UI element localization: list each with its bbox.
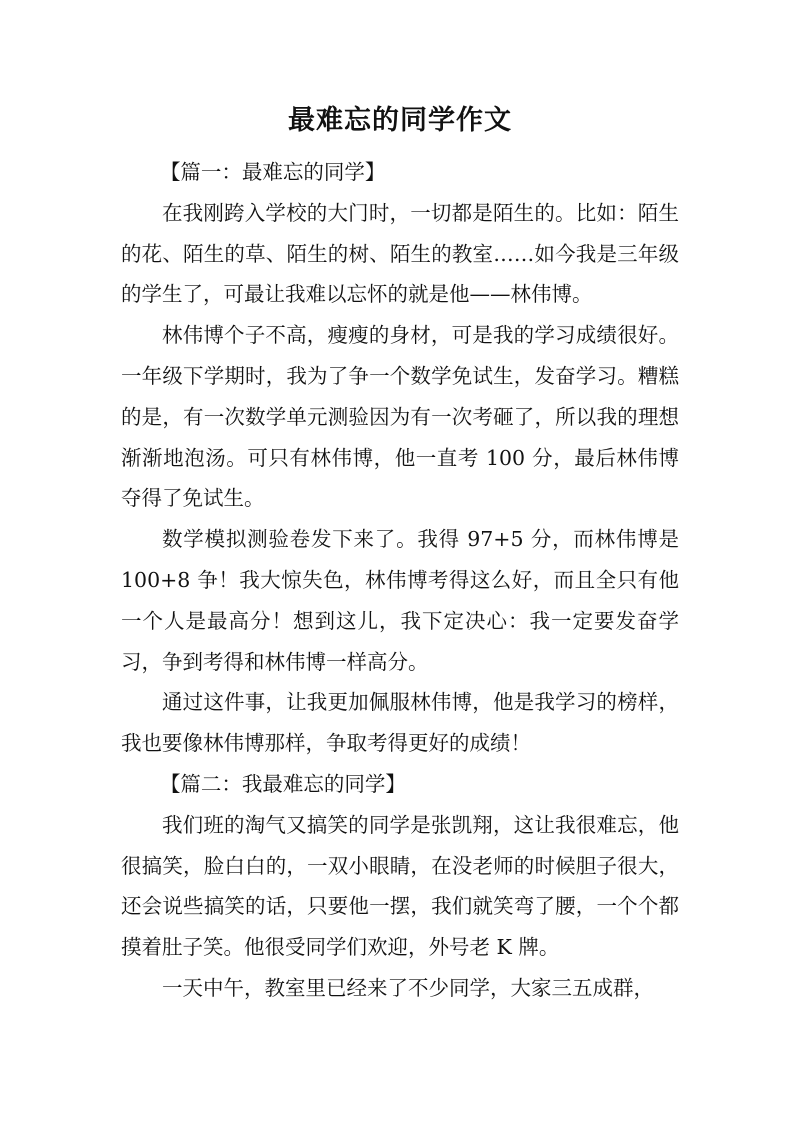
paragraph: 林伟博个子不高，瘦瘦的身材，可是我的学习成绩很好。一年级下学期时，我为了争一个数学免试生，发奋学习。糟糕的是，有一次数学单元测验因为有一次考砸了，所以我的理想渐渐地泡汤。可只有林伟博，他一直考 100 分，最后林伟博夺得了免试生。 — [121, 323, 679, 511]
document-title: 最难忘的同学作文 — [288, 105, 512, 136]
paragraph: 在我刚跨入学校的大门时，一切都是陌生的。比如：陌生的花、陌生的草、陌生的树、陌生的教室……如今我是三年级的学生了，可最让我难以忘怀的就是他——林伟博。 — [121, 200, 679, 307]
paragraph: 数学模拟测验卷发下来了。我得 97+5 分，而林伟博是100+8 争！我大惊失色，林伟博考得这么好，而且全只有他一个人是最高分！想到这儿，我下定决心：我一定要发奋学习，争到考得和林伟博一样高分。 — [121, 527, 679, 674]
document-body — [121, 152, 679, 1009]
paragraph: 一天中午，教室里已经来了不少同学，大家三五成群， — [162, 975, 654, 1000]
paragraph: 通过这件事，让我更加佩服林伟博，他是我学习的榜样，我也要像林伟博那样，争取考得更好的成绩！ — [121, 690, 679, 756]
section-heading-1: 【篇一：最难忘的同学】 — [159, 160, 386, 184]
section-heading-2: 【篇二：我最难忘的同学】 — [159, 771, 406, 796]
paragraph: 我们班的淘气又搞笑的同学是张凯翔，这让我很难忘，他很搞笑，脸白白的，一双小眼睛，在没老师的时候胆子很大，还会说些搞笑的话，只要他一摆，我们就笑弯了腰，一个个都摸着肚子笑。他很受同学们欢迎，外号老 K 牌。 — [121, 812, 679, 960]
